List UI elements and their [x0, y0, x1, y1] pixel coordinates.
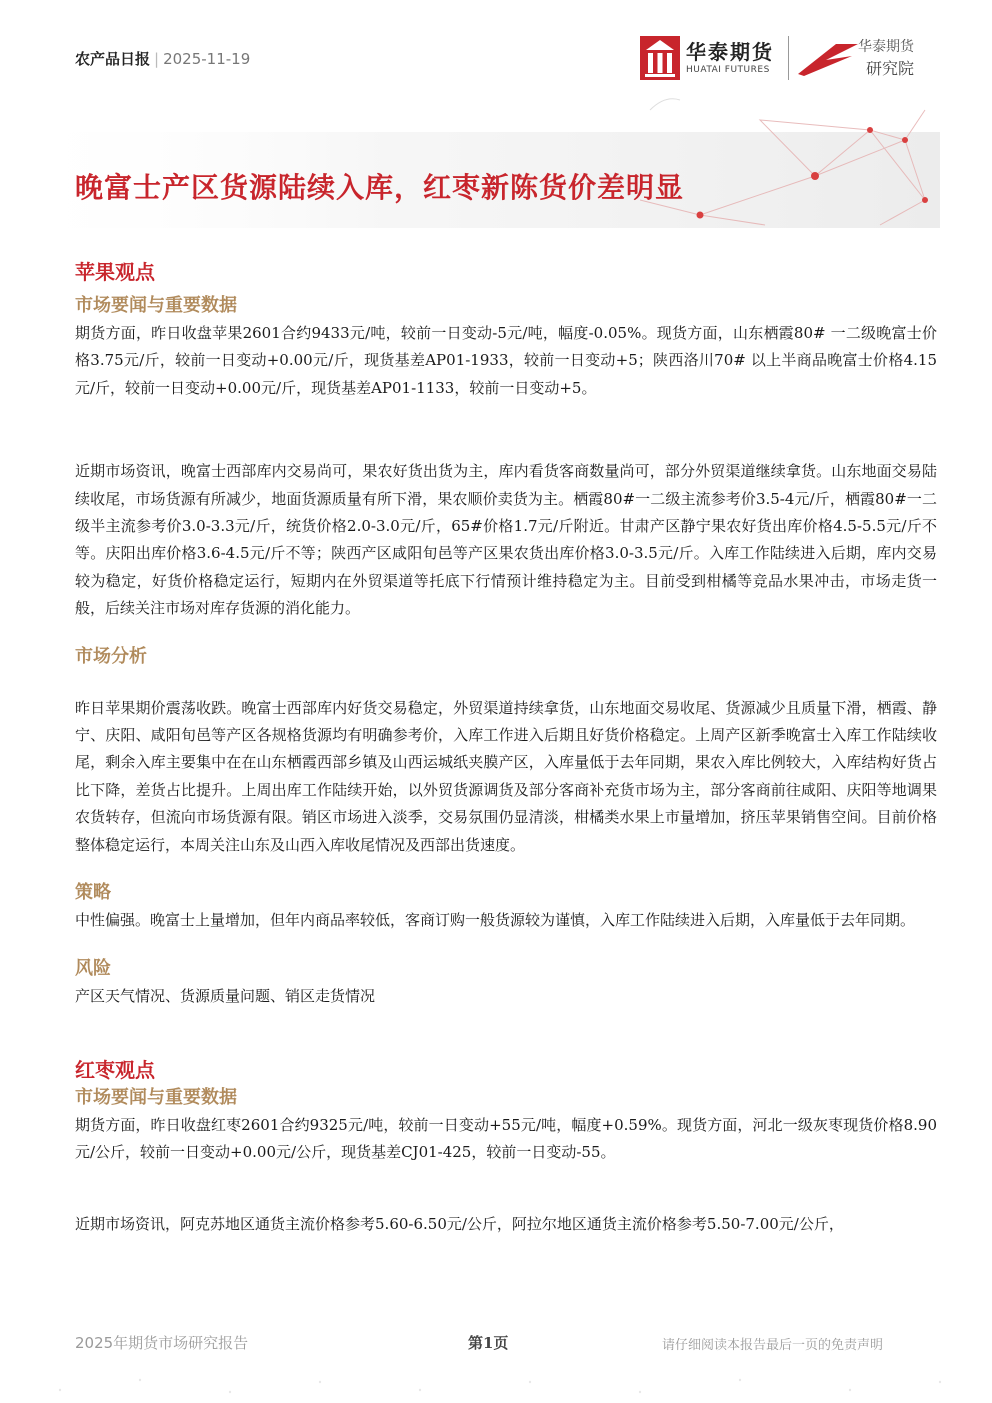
brand-name-en: HUATAI FUTURES [686, 65, 770, 75]
brand-logo-block [640, 36, 930, 82]
institute-name-line1: 华泰期货 [858, 39, 914, 55]
jujube-news-paragraph-1: 期货方面，昨日收盘红枣2601合约9325元/吨，较前一日变动+55元/吨，幅度+0.59%。现货方面，河北一级灰枣现货价格8.90元/公斤，较前一日变动+0.00元/公斤，现货基差CJ01-425，较前一日变动-55。 [75, 1115, 937, 1162]
apple-news-paragraph-2: 近期市场资讯，晚富士西部库内交易尚可，果农好货出货为主，库内看货客商数量尚可，部分外贸渠道继续拿货。山东地面交易陆续收尾，市场货源有所减少，地面货源质量有所下滑，果农顺价卖货为主。栖霞80#一二级主流参考价3.5-4元/斤，栖霞80#一二级半主流参考价3.0-3.3元/斤，统货价格2.0-3.0元/斤，65#价格1.7元/斤附近。甘肃产区静宁果农好货出库价格4.5-5.5元/斤不等。庆阳出库价格3.6-4.5元/斤不等；陕西产区咸阳旬邑等产区果农货出库价格3.0-3.5元/斤。入库工作陆续进入后期，库内交易较为稳定，好货价格稳定运行，短期内在外贸渠道等托底下行情预计维持稳定为主。目前受到柑橘等竞品水果冲击，市场走货一般，后续关注市场对库存货源的消化能力。 [75, 462, 937, 618]
report-body [75, 258, 937, 1238]
huatai-logo-icon [640, 36, 680, 80]
jujube-section-heading: 红枣观点 [75, 1057, 155, 1082]
footer-report-name: 2025年期货市场研究报告 [75, 1334, 249, 1352]
apple-risk-paragraph: 产区天气情况、货源质量问题、销区走货情况 [75, 986, 376, 1005]
footer-disclaimer: 请仔细阅读本报告最后一页的免责声明 [662, 1338, 884, 1353]
footer-page-number: 第1页 [468, 1334, 509, 1352]
report-date: 2025-11-19 [163, 50, 251, 68]
institute-swoosh-icon [796, 38, 860, 78]
apple-strategy-paragraph: 中性偏强。晚富士上量增加，但年内商品率较低，客商订购一般货源较为谨慎，入库工作陆续进入后期，入库量低于去年同期。 [75, 911, 916, 930]
report-type-date [75, 48, 250, 69]
page-header [0, 0, 992, 230]
apple-strategy-heading: 策略 [75, 882, 111, 904]
page-footer [0, 1320, 992, 1403]
apple-section-heading: 苹果观点 [75, 260, 155, 284]
jujube-news-heading: 市场要闻与重要数据 [75, 1086, 237, 1108]
institute-name-line2: 研究院 [866, 59, 915, 78]
jujube-news-paragraph-2: 近期市场资讯，阿克苏地区通货主流价格参考5.60-6.50元/公斤，阿拉尔地区通货主流价格参考5.50-7.00元/公斤， [75, 1214, 844, 1233]
apple-news-heading: 市场要闻与重要数据 [75, 295, 237, 316]
header-separator: | [154, 50, 160, 68]
apple-risk-heading: 风险 [75, 957, 111, 979]
apple-analysis-paragraph: 昨日苹果期价震荡收跌。晚富士西部库内好货交易稳定，外贸渠道持续拿货，山东地面交易收尾、货源减少且质量下滑，栖霞、静宁、庆阳、咸阳旬邑等产区各规格货源均有明确参考价，入库工作进入后期且好货价格稳定。上周产区新季晚富士入库工作陆续收尾，剩余入库主要集中在在山东栖霞西部乡镇及山西运城纸夹膜产区，入库量低于去年同期，果农入库比例较大，入库结构好货占比下降，差货占比提升。上周出库工作陆续开始，以外贸货源调货及部分客商补充货市场为主，部分客商前往咸阳、庆阳等地调果农货转存，但流向市场货源有限。销区市场进入淡季，交易氛围仍显清淡，柑橘类水果上市量增加，挤压苹果销售空间。目前价格整体稳定运行，本周关注山东及山西入库收尾情况及西部出货速度。 [75, 698, 937, 854]
report-kind: 农产品日报 [75, 50, 151, 68]
report-title: 晚富士产区货源陆续入库，红枣新陈货价差明显 [75, 171, 685, 204]
brand-name-cn: 华泰期货 [686, 40, 774, 64]
logo-divider [788, 36, 789, 80]
apple-news-paragraph-1: 期货方面，昨日收盘苹果2601合约9433元/吨，较前一日变动-5元/吨，幅度-0.05%。现货方面，山东栖霞80# 一二级晚富士价格3.75元/斤，较前一日变动+0.00元/斤，现货基差AP01-1933，较前一日变动+5；陕西洛川70# 以上半商品晚富士价格4.15元/斤，较前一日变动+0.00元/斤，现货基差AP01-1133，较前一日变动+5。 [75, 324, 937, 397]
apple-analysis-heading: 市场分析 [75, 645, 147, 667]
